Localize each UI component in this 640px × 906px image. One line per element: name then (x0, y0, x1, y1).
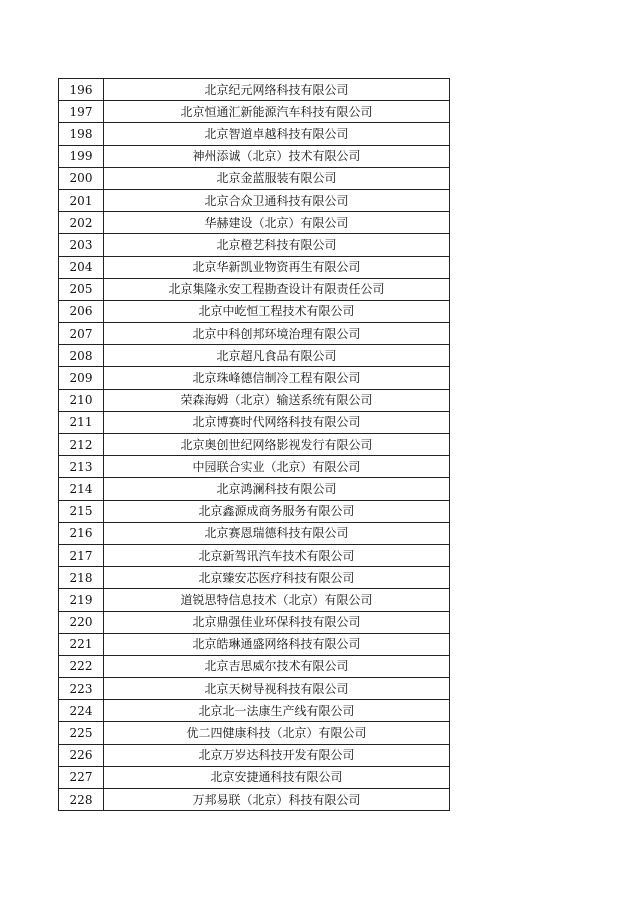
row-number: 197 (59, 101, 104, 123)
company-name: 北京恒通汇新能源汽车科技有限公司 (104, 101, 450, 123)
table-row (59, 567, 450, 589)
row-number: 203 (59, 234, 104, 256)
row-number: 212 (59, 434, 104, 456)
company-list-table (58, 78, 450, 811)
table-row (59, 722, 450, 744)
company-name: 北京纪元网络科技有限公司 (104, 79, 450, 101)
row-number: 204 (59, 256, 104, 278)
company-name: 北京华新凯业物资再生有限公司 (104, 256, 450, 278)
table-row (59, 256, 450, 278)
company-name: 北京天树导视科技有限公司 (104, 678, 450, 700)
row-number: 227 (59, 766, 104, 788)
row-number: 208 (59, 345, 104, 367)
row-number: 209 (59, 367, 104, 389)
row-number: 216 (59, 522, 104, 544)
row-number: 218 (59, 567, 104, 589)
table-row (59, 189, 450, 211)
row-number: 205 (59, 278, 104, 300)
company-name: 优二四健康科技（北京）有限公司 (104, 722, 450, 744)
company-name: 北京鑫源成商务服务有限公司 (104, 500, 450, 522)
table-row (59, 544, 450, 566)
company-name: 荣森海姆（北京）输送系统有限公司 (104, 389, 450, 411)
table-row (59, 367, 450, 389)
table-row (59, 522, 450, 544)
table-row (59, 79, 450, 101)
company-name: 中园联合实业（北京）有限公司 (104, 456, 450, 478)
table-row (59, 123, 450, 145)
table-row (59, 589, 450, 611)
table-row (59, 389, 450, 411)
row-number: 215 (59, 500, 104, 522)
company-name: 北京赛恩瑞德科技有限公司 (104, 522, 450, 544)
table-row (59, 234, 450, 256)
row-number: 224 (59, 700, 104, 722)
company-name: 道锐思特信息技术（北京）有限公司 (104, 589, 450, 611)
company-name: 北京合众卫通科技有限公司 (104, 189, 450, 211)
table-row (59, 101, 450, 123)
row-number: 200 (59, 167, 104, 189)
table-row (59, 500, 450, 522)
company-name: 万邦易联（北京）科技有限公司 (104, 789, 450, 811)
company-name: 北京金蓝服装有限公司 (104, 167, 450, 189)
table-row (59, 633, 450, 655)
table-row (59, 478, 450, 500)
company-name: 北京中屹恒工程技术有限公司 (104, 300, 450, 322)
table-row (59, 300, 450, 322)
table-row (59, 789, 450, 811)
table-row (59, 611, 450, 633)
row-number: 222 (59, 655, 104, 677)
table-row (59, 145, 450, 167)
company-name: 北京橙艺科技有限公司 (104, 234, 450, 256)
table-row (59, 700, 450, 722)
table-body (59, 79, 450, 811)
table-row (59, 278, 450, 300)
row-number: 198 (59, 123, 104, 145)
company-name: 北京北一法康生产线有限公司 (104, 700, 450, 722)
company-name: 神州添诚（北京）技术有限公司 (104, 145, 450, 167)
company-name: 北京奥创世纪网络影视发行有限公司 (104, 434, 450, 456)
table-row (59, 411, 450, 433)
row-number: 206 (59, 300, 104, 322)
row-number: 221 (59, 633, 104, 655)
company-name: 北京安捷通科技有限公司 (104, 766, 450, 788)
company-name: 北京皓琳通盛网络科技有限公司 (104, 633, 450, 655)
table-row (59, 655, 450, 677)
row-number: 211 (59, 411, 104, 433)
table-row (59, 212, 450, 234)
company-name: 北京超凡食品有限公司 (104, 345, 450, 367)
company-name: 北京臻安芯医疗科技有限公司 (104, 567, 450, 589)
row-number: 199 (59, 145, 104, 167)
table-row (59, 678, 450, 700)
table-row (59, 744, 450, 766)
row-number: 214 (59, 478, 104, 500)
row-number: 196 (59, 79, 104, 101)
row-number: 210 (59, 389, 104, 411)
company-name: 北京万岁达科技开发有限公司 (104, 744, 450, 766)
company-name: 华赫建设（北京）有限公司 (104, 212, 450, 234)
row-number: 223 (59, 678, 104, 700)
row-number: 201 (59, 189, 104, 211)
company-name: 北京鸿澜科技有限公司 (104, 478, 450, 500)
company-name: 北京吉思威尔技术有限公司 (104, 655, 450, 677)
row-number: 219 (59, 589, 104, 611)
row-number: 226 (59, 744, 104, 766)
row-number: 220 (59, 611, 104, 633)
row-number: 228 (59, 789, 104, 811)
row-number: 225 (59, 722, 104, 744)
row-number: 207 (59, 323, 104, 345)
company-name: 北京珠峰德信制冷工程有限公司 (104, 367, 450, 389)
table-row (59, 345, 450, 367)
table-row (59, 434, 450, 456)
row-number: 213 (59, 456, 104, 478)
table-row (59, 323, 450, 345)
row-number: 202 (59, 212, 104, 234)
row-number: 217 (59, 544, 104, 566)
company-name: 北京中科创邦环境治理有限公司 (104, 323, 450, 345)
company-name: 北京鼎强佳业环保科技有限公司 (104, 611, 450, 633)
company-name: 北京智道卓越科技有限公司 (104, 123, 450, 145)
company-name: 北京博赛时代网络科技有限公司 (104, 411, 450, 433)
company-name: 北京集隆永安工程勘查设计有限责任公司 (104, 278, 450, 300)
table-row (59, 766, 450, 788)
table-row (59, 456, 450, 478)
company-name: 北京新驾讯汽车技术有限公司 (104, 544, 450, 566)
table-row (59, 167, 450, 189)
